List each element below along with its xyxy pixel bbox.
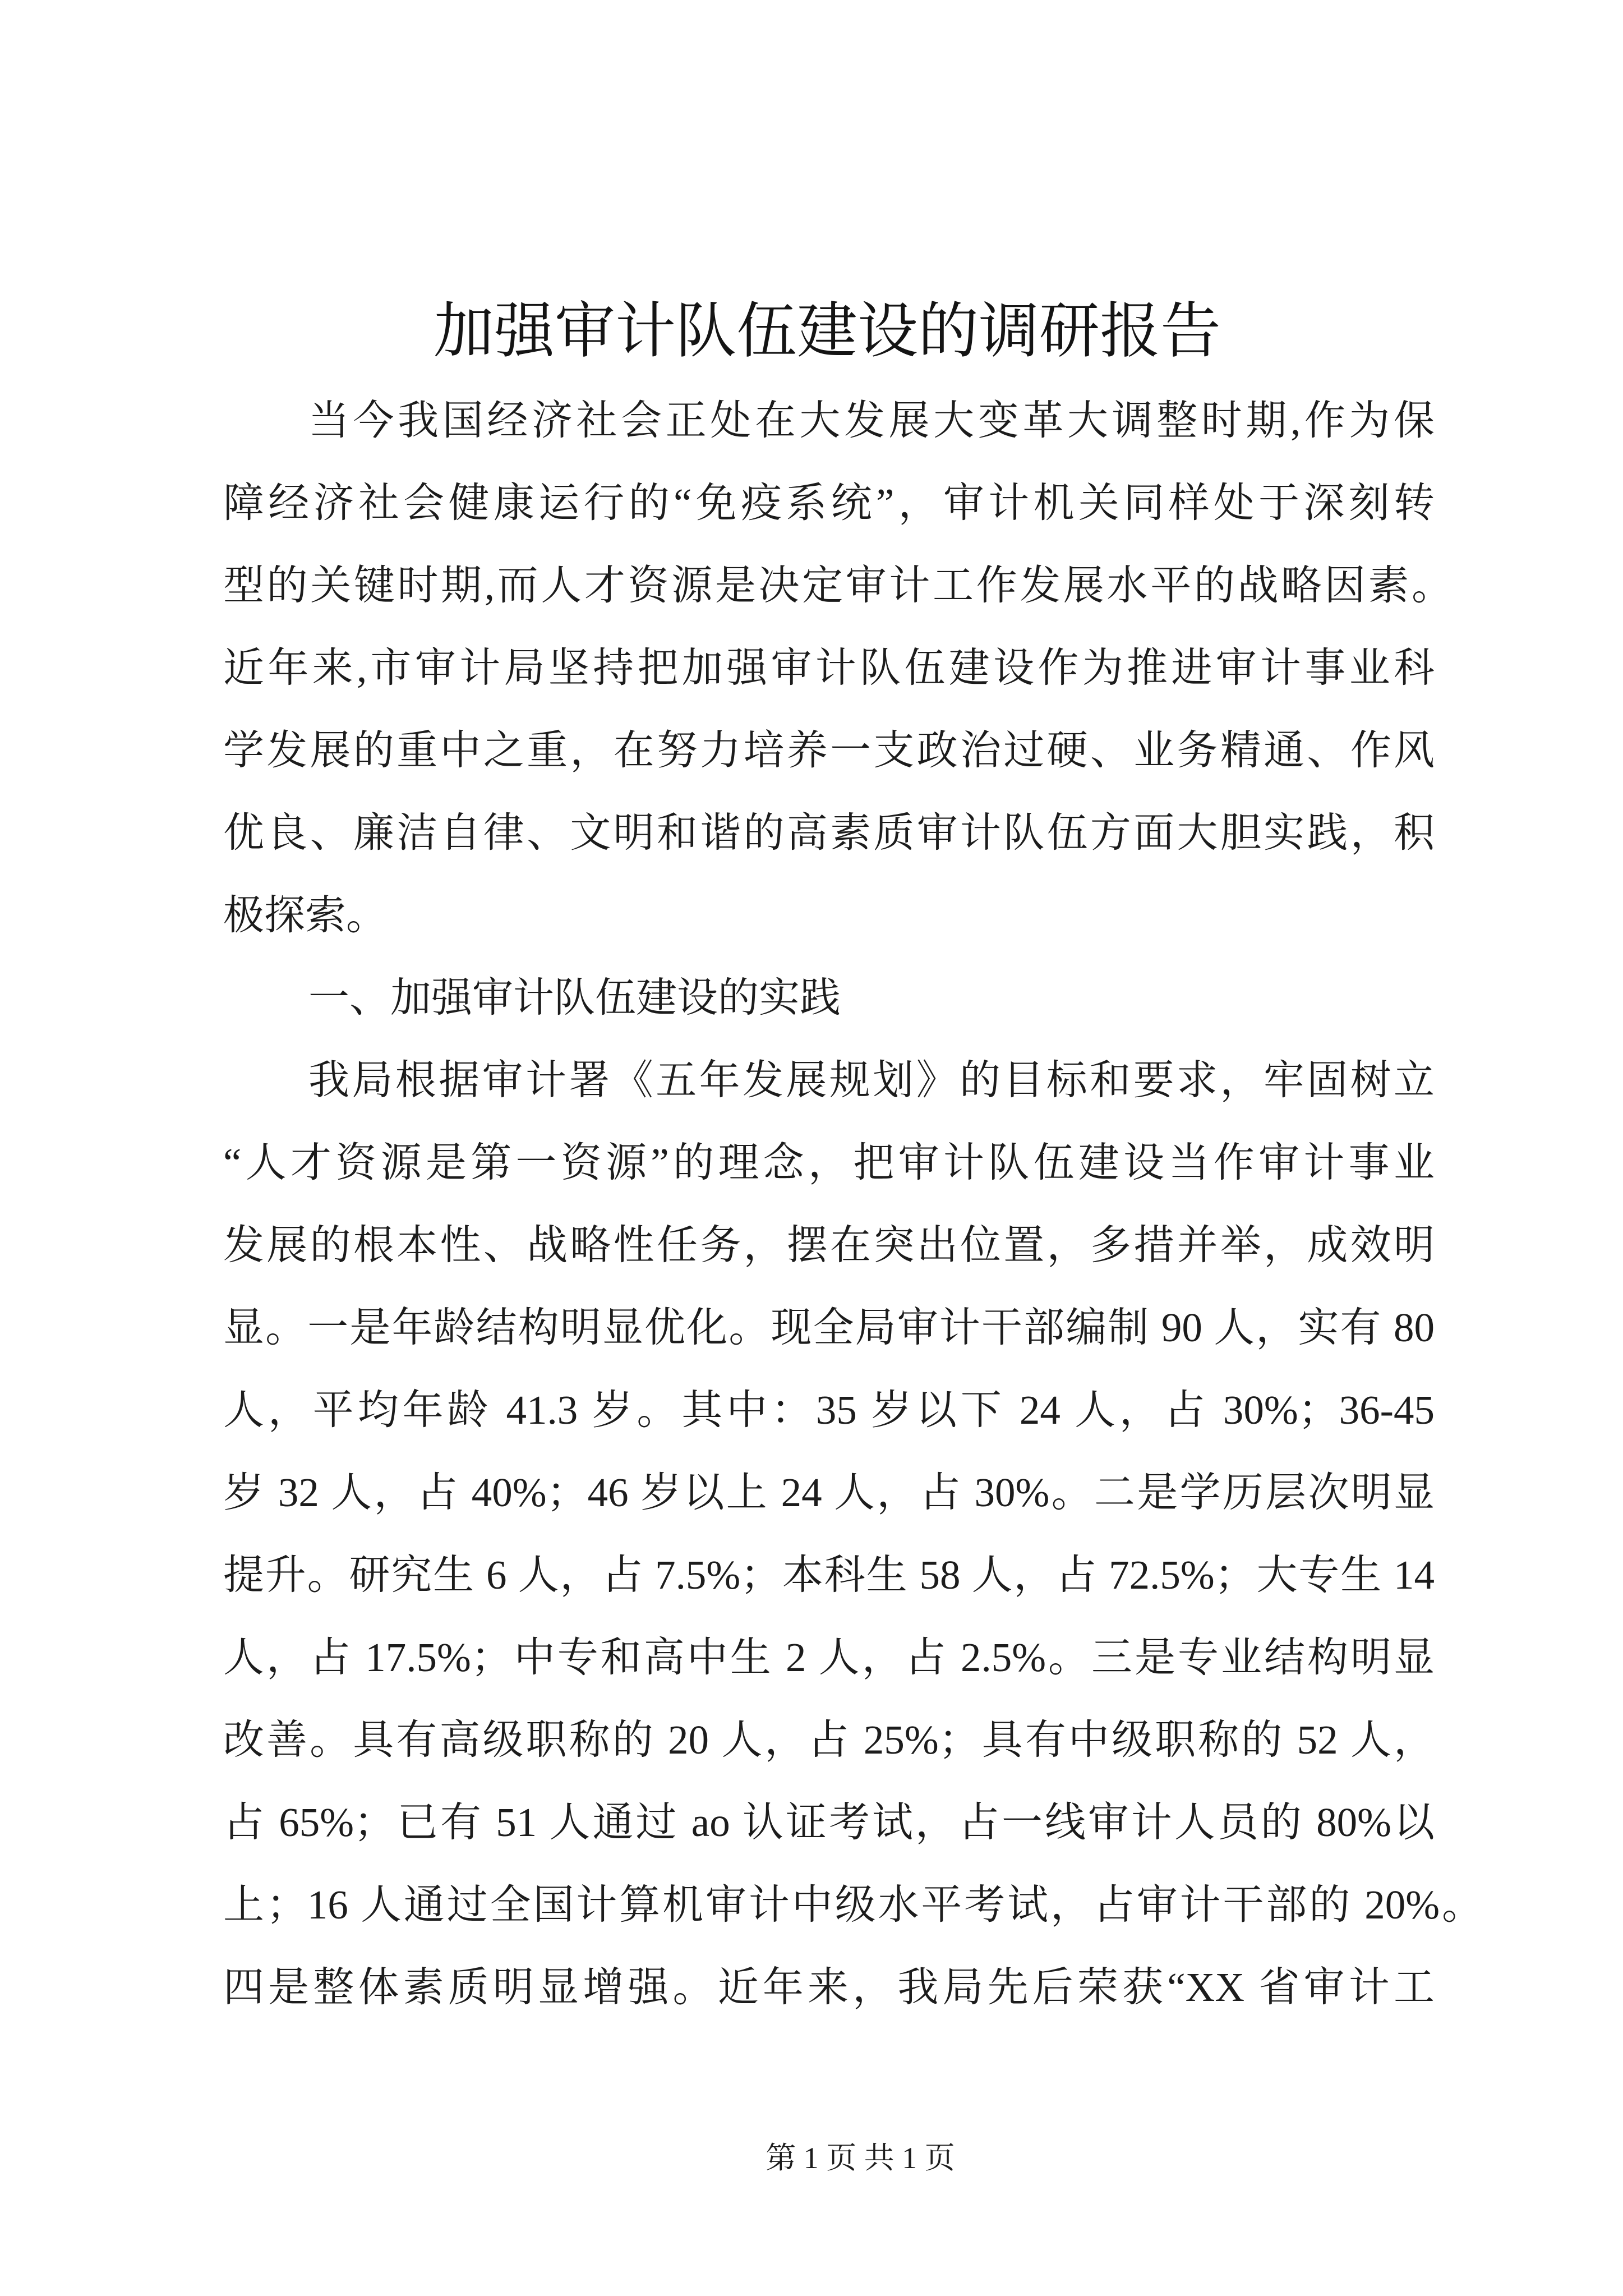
practice-line: 四是整体素质明显增强。近年来，我局先后荣获“XX 省审计工 (223, 1964, 1435, 2010)
intro-line: 极探索。 (223, 892, 387, 938)
practice-line: 上；16 人通过全国计算机审计中级水平考试，占审计干部的 20%。 (223, 1882, 1483, 1927)
document-body (223, 379, 1483, 2028)
practice-paragraph (223, 1039, 1483, 2028)
practice-line: 岁 32 人，占 40%；46 岁以上 24 人，占 30%。二是学历层次明显 (223, 1470, 1435, 1515)
intro-line: 当今我国经济社会正处在大发展大变革大调整时期,作为保 (308, 398, 1435, 443)
page-footer: 第 1 页 共 1 页 (766, 2141, 955, 2175)
intro-line: 障经济社会健康运行的“免疫系统”，审计机关同样处于深刻转 (223, 480, 1435, 526)
practice-line: 占 65%；已有 51 人通过 ao 认证考试，占一线审计人员的 80%以 (223, 1800, 1435, 1845)
practice-line: 改善。具有高级职称的 20 人，占 25%；具有中级职称的 52 人， (223, 1717, 1435, 1763)
intro-line: 优良、廉洁自律、文明和谐的高素质审计队伍方面大胆实践，积 (223, 810, 1435, 855)
section-heading: 一、加强审计队伍建设的实践 (308, 975, 841, 1020)
practice-line: 人，平均年龄 41.3 岁。其中：35 岁以下 24 人，占 30%；36-45 (223, 1387, 1435, 1433)
intro-line: 学发展的重中之重，在努力培养一支政治过硬、业务精通、作风 (223, 728, 1435, 773)
practice-line: 提升。研究生 6 人，占 7.5%；本科生 58 人，占 72.5%；大专生 14 (223, 1552, 1435, 1598)
practice-line: “人才资源是第一资源”的理念，把审计队伍建设当作审计事业 (223, 1140, 1435, 1185)
intro-paragraph (223, 379, 1453, 956)
intro-line: 近年来,市审计局坚持把加强审计队伍建设作为推进审计事业科 (223, 645, 1435, 691)
intro-line: 型的关键时期,而人才资源是决定审计工作发展水平的战略因素。 (223, 563, 1453, 608)
practice-line: 显。一是年龄结构明显优化。现全局审计干部编制 90 人，实有 80 (223, 1305, 1435, 1350)
practice-line: 人，占 17.5%；中专和高中生 2 人，占 2.5%。三是专业结构明显 (223, 1635, 1435, 1680)
practice-line: 我局根据审计署《五年发展规划》的目标和要求，牢固树立 (308, 1057, 1435, 1103)
practice-line: 发展的根本性、战略性任务，摆在突出位置，多措并举，成效明 (223, 1222, 1435, 1268)
document-title: 加强审计队伍建设的调研报告 (433, 298, 1221, 365)
